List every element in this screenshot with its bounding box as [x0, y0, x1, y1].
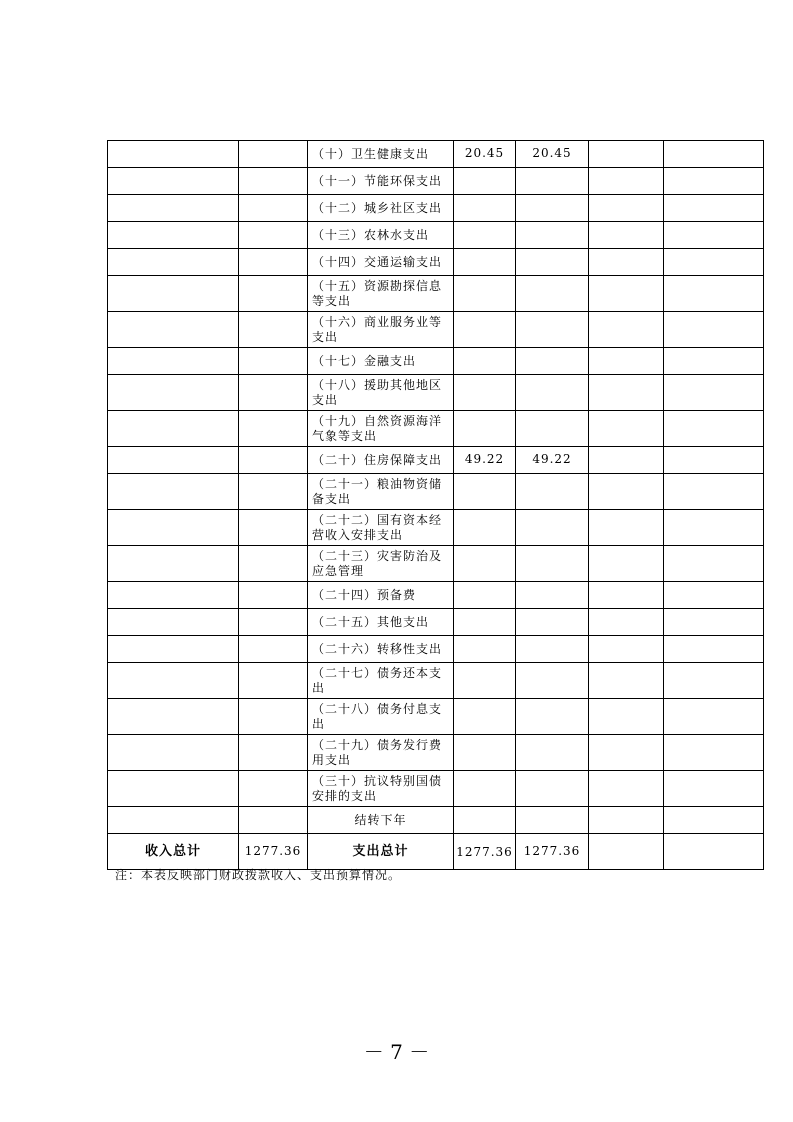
fund-budget-cell: [589, 699, 664, 735]
expense-item-cell: （十）卫生健康支出: [308, 141, 454, 168]
income-item-cell: [108, 699, 239, 735]
fund-budget-cell: [589, 609, 664, 636]
other-budget-cell: [664, 276, 764, 312]
income-item-cell: [108, 222, 239, 249]
table-row: [108, 411, 764, 447]
expense-total-cell: [454, 348, 516, 375]
expense-item-cell: （二十三）灾害防治及应急管理: [308, 546, 454, 582]
other-budget-cell: [664, 312, 764, 348]
income-item-cell: [108, 636, 239, 663]
income-amount-cell: [239, 609, 308, 636]
other-budget-cell: [664, 582, 764, 609]
other-budget-cell: [664, 348, 764, 375]
income-amount-cell: [239, 249, 308, 276]
expense-total-cell: [454, 474, 516, 510]
expense-total-cell: [454, 807, 516, 834]
expense-total-cell: [454, 168, 516, 195]
income-amount-cell: [239, 582, 308, 609]
income-item-cell: [108, 168, 239, 195]
expense-item-cell: （二十）住房保障支出: [308, 447, 454, 474]
general-budget-cell: [516, 411, 589, 447]
fund-budget-cell: [589, 807, 664, 834]
other-budget-cell: [664, 663, 764, 699]
expense-item-cell: （二十八）债务付息支出: [308, 699, 454, 735]
expense-total-cell: [454, 411, 516, 447]
general-budget-cell: [516, 699, 589, 735]
table-body: [108, 141, 764, 870]
expense-item-cell: （三十）抗议特别国债安排的支出: [308, 771, 454, 807]
table-row: [108, 699, 764, 735]
income-amount-cell: [239, 663, 308, 699]
expense-total-cell: [454, 276, 516, 312]
income-amount-cell: [239, 546, 308, 582]
general-budget-cell: [516, 771, 589, 807]
general-budget-cell: [516, 168, 589, 195]
other-budget-cell: [664, 546, 764, 582]
expense-item-cell: （二十二）国有资本经营收入安排支出: [308, 510, 454, 546]
other-budget-cell: [664, 474, 764, 510]
expense-item-cell: （二十四）预备费: [308, 582, 454, 609]
income-amount-cell: [239, 195, 308, 222]
expense-item-cell: （二十七）债务还本支出: [308, 663, 454, 699]
page-number: － 7 －: [363, 1040, 430, 1064]
fund-budget-cell: [589, 312, 664, 348]
expense-total-cell: [454, 699, 516, 735]
general-budget-cell: 20.45: [516, 141, 589, 168]
carry-forward-label: 结转下年: [308, 807, 454, 834]
general-budget-cell: [516, 222, 589, 249]
income-item-cell: [108, 141, 239, 168]
table-row: [108, 510, 764, 546]
table-row: [108, 222, 764, 249]
fund-budget-cell: [589, 474, 664, 510]
income-amount-cell: [239, 771, 308, 807]
income-item-cell: [108, 276, 239, 312]
general-budget-cell: [516, 609, 589, 636]
expense-total-cell: [454, 312, 516, 348]
fund-budget-cell: [589, 222, 664, 249]
other-budget-total-cell: [664, 834, 764, 870]
other-budget-cell: [664, 195, 764, 222]
general-budget-cell: [516, 582, 589, 609]
general-budget-cell: [516, 312, 589, 348]
budget-table: [107, 140, 764, 870]
expense-total-cell: [454, 609, 516, 636]
table-row: [108, 249, 764, 276]
income-total-value: 1277.36: [239, 834, 308, 870]
income-item-cell: [108, 582, 239, 609]
other-budget-cell: [664, 447, 764, 474]
table-row: [108, 582, 764, 609]
general-budget-cell: [516, 375, 589, 411]
fund-budget-cell: [589, 141, 664, 168]
table-row: [108, 771, 764, 807]
fund-budget-cell: [589, 735, 664, 771]
table-note: 注：本表反映部门财政拨款收入、支出预算情况。: [115, 868, 402, 882]
income-amount-cell: [239, 735, 308, 771]
expense-total-cell: [454, 546, 516, 582]
expense-total-cell: [454, 249, 516, 276]
totals-row: [108, 834, 764, 870]
other-budget-cell: [664, 699, 764, 735]
other-budget-cell: [664, 141, 764, 168]
income-amount-cell: [239, 699, 308, 735]
other-budget-cell: [664, 375, 764, 411]
general-budget-cell: [516, 807, 589, 834]
table-row: [108, 312, 764, 348]
expense-total-cell: [454, 195, 516, 222]
income-amount-cell: [239, 276, 308, 312]
income-amount-cell: [239, 168, 308, 195]
income-item-cell: [108, 348, 239, 375]
income-item-cell: [108, 447, 239, 474]
expense-total-cell: [454, 771, 516, 807]
income-item-cell: [108, 474, 239, 510]
table-row: [108, 447, 764, 474]
expense-item-cell: （十二）城乡社区支出: [308, 195, 454, 222]
general-budget-total-value: 1277.36: [516, 834, 589, 870]
expense-item-cell: （十三）农林水支出: [308, 222, 454, 249]
general-budget-cell: [516, 636, 589, 663]
table-row: [108, 168, 764, 195]
fund-budget-cell: [589, 510, 664, 546]
income-amount-cell: [239, 141, 308, 168]
other-budget-cell: [664, 735, 764, 771]
income-item-cell: [108, 411, 239, 447]
expense-total-cell: [454, 636, 516, 663]
other-budget-cell: [664, 411, 764, 447]
expense-item-cell: （十六）商业服务业等支出: [308, 312, 454, 348]
expense-total-cell: 49.22: [454, 447, 516, 474]
general-budget-cell: [516, 249, 589, 276]
income-amount-cell: [239, 222, 308, 249]
table-row: [108, 546, 764, 582]
fund-budget-cell: [589, 636, 664, 663]
table-row: [108, 609, 764, 636]
income-item-cell: [108, 375, 239, 411]
expense-item-cell: （二十九）债务发行费用支出: [308, 735, 454, 771]
fund-budget-cell: [589, 447, 664, 474]
general-budget-cell: [516, 663, 589, 699]
table-row: [108, 474, 764, 510]
income-total-label: 收入总计: [108, 834, 239, 870]
general-budget-cell: [516, 735, 589, 771]
income-item-cell: [108, 195, 239, 222]
fund-budget-cell: [589, 771, 664, 807]
general-budget-cell: [516, 195, 589, 222]
income-item-cell: [108, 807, 239, 834]
income-amount-cell: [239, 474, 308, 510]
income-item-cell: [108, 312, 239, 348]
fund-budget-cell: [589, 663, 664, 699]
expense-item-cell: （十四）交通运输支出: [308, 249, 454, 276]
fund-budget-cell: [589, 249, 664, 276]
fund-budget-cell: [589, 195, 664, 222]
income-amount-cell: [239, 447, 308, 474]
other-budget-cell: [664, 222, 764, 249]
expense-total-cell: [454, 582, 516, 609]
general-budget-cell: 49.22: [516, 447, 589, 474]
expense-total-value: 1277.36: [454, 834, 516, 870]
table-row: [108, 348, 764, 375]
table-row: [108, 276, 764, 312]
fund-budget-cell: [589, 348, 664, 375]
expense-total-cell: [454, 663, 516, 699]
expense-total-cell: [454, 510, 516, 546]
general-budget-cell: [516, 474, 589, 510]
expense-total-label: 支出总计: [308, 834, 454, 870]
table-row: [108, 636, 764, 663]
income-item-cell: [108, 663, 239, 699]
expense-total-cell: [454, 735, 516, 771]
fund-budget-cell: [589, 276, 664, 312]
table-row: [108, 141, 764, 168]
expense-total-cell: [454, 375, 516, 411]
other-budget-cell: [664, 807, 764, 834]
expense-item-cell: （十八）援助其他地区支出: [308, 375, 454, 411]
income-item-cell: [108, 510, 239, 546]
income-item-cell: [108, 546, 239, 582]
table-row: [108, 375, 764, 411]
income-item-cell: [108, 609, 239, 636]
expense-item-cell: （二十六）转移性支出: [308, 636, 454, 663]
income-item-cell: [108, 771, 239, 807]
other-budget-cell: [664, 168, 764, 195]
income-item-cell: [108, 735, 239, 771]
other-budget-cell: [664, 510, 764, 546]
other-budget-cell: [664, 636, 764, 663]
general-budget-cell: [516, 276, 589, 312]
general-budget-cell: [516, 546, 589, 582]
expense-item-cell: （十九）自然资源海洋气象等支出: [308, 411, 454, 447]
general-budget-cell: [516, 510, 589, 546]
fund-budget-cell: [589, 375, 664, 411]
other-budget-cell: [664, 771, 764, 807]
fund-budget-cell: [589, 411, 664, 447]
fund-budget-cell: [589, 582, 664, 609]
fund-budget-cell: [589, 546, 664, 582]
income-amount-cell: [239, 510, 308, 546]
income-amount-cell: [239, 375, 308, 411]
expense-item-cell: （十一）节能环保支出: [308, 168, 454, 195]
expense-total-cell: [454, 222, 516, 249]
expense-item-cell: （十五）资源勘探信息等支出: [308, 276, 454, 312]
fund-budget-cell: [589, 168, 664, 195]
table-row: [108, 195, 764, 222]
income-amount-cell: [239, 636, 308, 663]
income-amount-cell: [239, 411, 308, 447]
income-amount-cell: [239, 312, 308, 348]
table-row: [108, 663, 764, 699]
income-item-cell: [108, 249, 239, 276]
general-budget-cell: [516, 348, 589, 375]
expense-item-cell: （二十一）粮油物资储备支出: [308, 474, 454, 510]
carry-forward-row: [108, 807, 764, 834]
expense-item-cell: （二十五）其他支出: [308, 609, 454, 636]
expense-total-cell: 20.45: [454, 141, 516, 168]
income-amount-cell: [239, 807, 308, 834]
fund-budget-total-cell: [589, 834, 664, 870]
expense-item-cell: （十七）金融支出: [308, 348, 454, 375]
other-budget-cell: [664, 609, 764, 636]
other-budget-cell: [664, 249, 764, 276]
income-amount-cell: [239, 348, 308, 375]
table-row: [108, 735, 764, 771]
